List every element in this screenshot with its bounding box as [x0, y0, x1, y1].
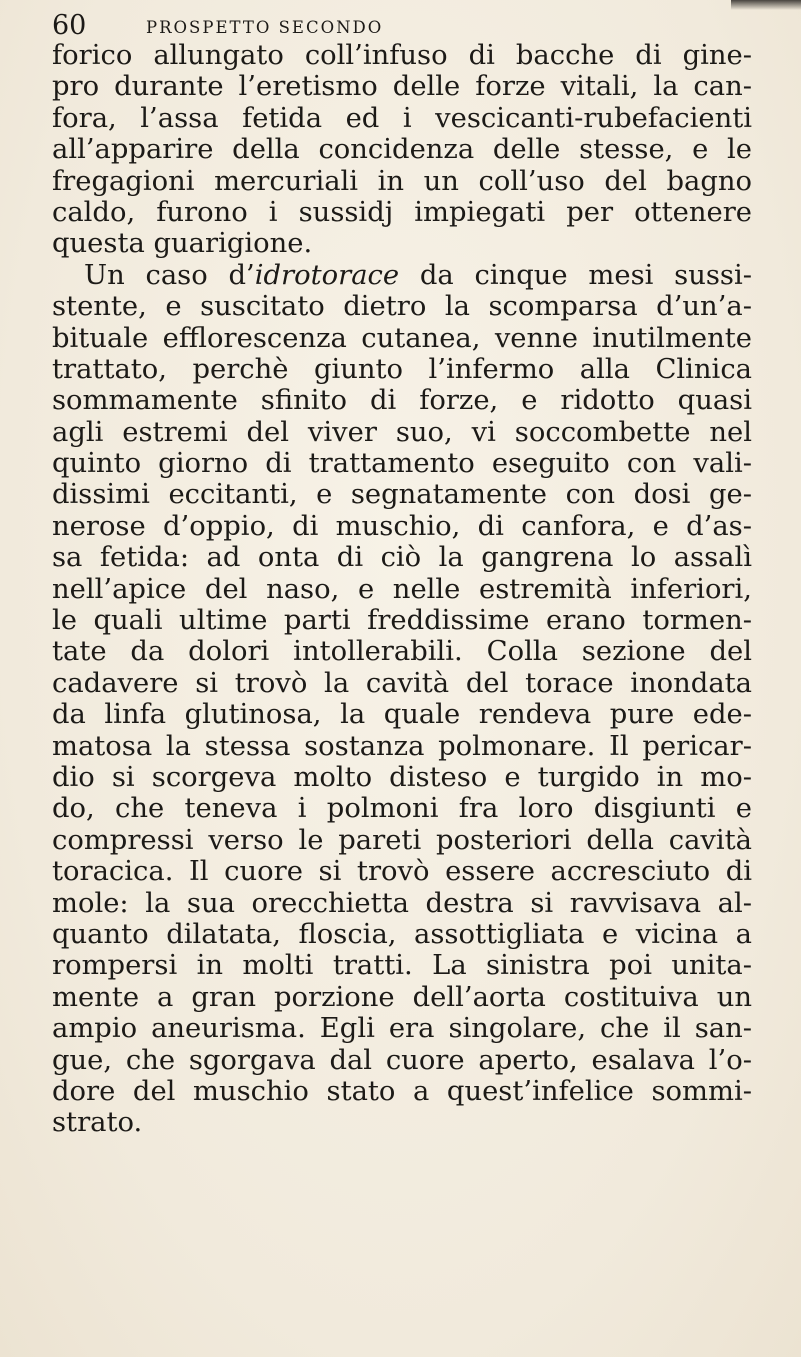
text-line: nerose d’oppio, di muschio, di canfora, e d’as-: [52, 510, 752, 542]
italic-term: idrotorace: [254, 259, 400, 291]
text-line: mole: la sua orecchietta destra si ravvisava al-: [52, 887, 752, 919]
text-line: quinto giorno di trattamento eseguito con vali-: [52, 448, 752, 480]
text-line: fora, l’assa fetida ed i vescicanti-rubefacienti: [52, 102, 752, 134]
text-line: fregagioni mercuriali in un coll’uso del bagno: [52, 165, 752, 197]
page-number: 60: [52, 10, 87, 41]
text-line: matosa la stessa sostanza polmonare. Il pericar-: [52, 730, 752, 762]
body-text: [52, 40, 752, 1139]
text-line: tate da dolori intollerabili. Colla sezione del: [52, 636, 752, 668]
text-line: sommamente sfinito di forze, e ridotto quasi: [52, 385, 752, 417]
text-line: mente a gran porzione dell’aorta costituiva un: [52, 981, 752, 1013]
text-line: bituale efflorescenza cutanea, venne inutilmente: [52, 322, 752, 354]
text-line: cadavere si trovò la cavità del torace inondata: [52, 667, 752, 699]
text-line: compressi verso le pareti posteriori della cavità: [52, 824, 752, 856]
text-line: le quali ultime parti freddissime erano tormen-: [52, 605, 752, 637]
running-head: PROSPETTO SECONDO: [146, 18, 384, 37]
text-line: trattato, perchè giunto l’infermo alla Clinica: [52, 353, 752, 385]
text-line: dissimi eccitanti, e segnatamente con dosi ge-: [52, 479, 752, 511]
text-line: [52, 260, 752, 291]
text-line: quanto dilatata, floscia, assottigliata e vicina a: [52, 918, 752, 950]
text-line: strato.: [52, 1107, 143, 1139]
text-line: pro durante l’eretismo delle forze vitali, la can-: [52, 71, 752, 103]
text-line: toracica. Il cuore si trovò essere accresciuto di: [52, 856, 752, 888]
text-fragment: Un caso d’: [84, 259, 255, 291]
text-line: ampio aneurisma. Egli era singolare, che il san-: [52, 1013, 752, 1045]
text-line: do, che teneva i polmoni fra loro disgiunti e: [52, 793, 752, 825]
text-line: all’apparire della concidenza delle stesse, e le: [52, 134, 752, 166]
text-line: dio si scorgeva molto disteso e turgido in mo-: [52, 761, 752, 793]
text-fragment: da cinque mesi sussi-: [399, 259, 752, 291]
text-line: gue, che sgorgava dal cuore aperto, esalava l’o-: [52, 1044, 752, 1076]
text-line: sa fetida: ad onta di ciò la gangrena lo assalì: [52, 542, 752, 574]
text-line: forico allungato coll’infuso di bacche di gine-: [52, 40, 752, 71]
text-line: nell’apice del naso, e nelle estremità inferiori,: [52, 573, 752, 605]
text-line: stente, e suscitato dietro la scomparsa d’un’a-: [52, 291, 752, 323]
text-line: da linfa glutinosa, la quale rendeva pure ede-: [52, 699, 752, 731]
text-line: questa guarigione.: [52, 228, 313, 260]
text-line: agli estremi del viver suo, vi soccombette nel: [52, 416, 752, 448]
text-line: dore del muschio stato a quest’infelice sommi-: [52, 1075, 752, 1107]
text-line: caldo, furono i sussidj impiegati per ottenere: [52, 196, 752, 228]
text-line: rompersi in molti tratti. La sinistra poi unita-: [52, 950, 752, 982]
page-header: [52, 4, 752, 44]
